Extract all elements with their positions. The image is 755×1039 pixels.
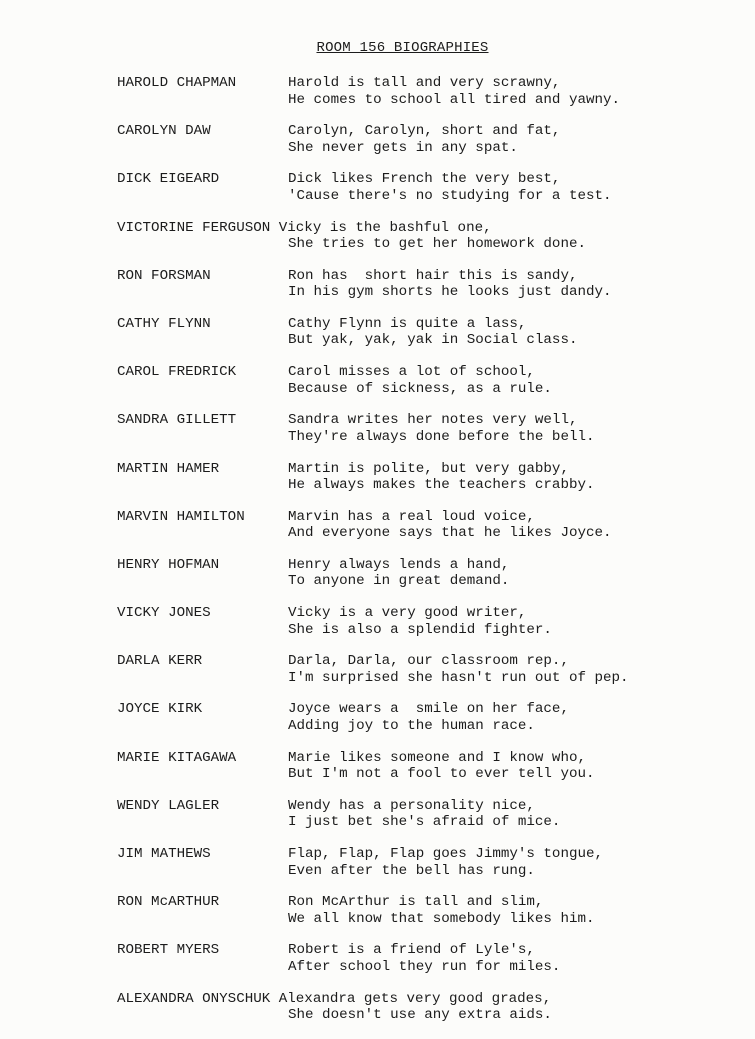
verse-line-1: Robert is a friend of Lyle's, <box>288 942 535 959</box>
verse-line-2: They're always done before the bell. <box>288 428 595 445</box>
biography-entry <box>117 653 737 701</box>
biography-entry <box>117 846 737 894</box>
student-name: WENDY LAGLER <box>117 797 220 814</box>
verse-line-1: Wendy has a personality nice, <box>288 797 535 814</box>
verse-line-1: Darla, Darla, our classroom rep., <box>288 653 569 670</box>
verse-line-1: Vicky is a very good writer, <box>288 605 527 622</box>
biography-entry <box>117 220 737 268</box>
verse-line-1: Carol misses a lot of school, <box>288 364 535 381</box>
student-name: HAROLD CHAPMAN <box>117 75 237 91</box>
biography-entry <box>117 364 737 412</box>
verse-line-2: Even after the bell has rung. <box>288 862 535 879</box>
student-name: DICK EIGEARD <box>117 171 220 188</box>
biography-entry <box>117 171 737 219</box>
student-name: CATHY FLYNN <box>117 315 211 332</box>
student-name: ROBERT MYERS <box>117 942 220 959</box>
biography-list <box>117 75 737 1039</box>
biography-entry <box>117 75 737 123</box>
verse-line-1: Harold is tall and very scrawny, <box>288 75 561 91</box>
student-name: VICKY JONES <box>117 605 211 622</box>
verse-line-2: She tries to get her homework done. <box>288 236 586 253</box>
verse-line-2: She doesn't use any extra aids. <box>288 1007 552 1024</box>
verse-line-2: After school they run for miles. <box>288 958 561 975</box>
verse-line-2: But I'm not a fool to ever tell you. <box>288 766 595 783</box>
student-name: MARVIN HAMILTON <box>117 508 245 525</box>
biography-entry <box>117 509 737 557</box>
verse-line-2: He comes to school all tired and yawny. <box>288 91 621 108</box>
biography-entry <box>117 798 737 846</box>
verse-line-1: Dick likes French the very best, <box>288 171 561 188</box>
verse-line-1: Alexandra gets very good grades, <box>278 990 552 1007</box>
biography-entry <box>117 123 737 171</box>
verse-line-2: To anyone in great demand. <box>288 573 510 590</box>
student-name: DARLA KERR <box>117 653 203 670</box>
biography-entry <box>117 991 737 1039</box>
verse-line-1: Sandra writes her notes very well, <box>288 412 578 429</box>
page-title: ROOM 156 BIOGRAPHIES <box>316 40 489 56</box>
verse-line-2: And everyone says that he likes Joyce. <box>288 525 612 542</box>
verse-line-2: We all know that somebody likes him. <box>288 910 595 927</box>
verse-line-1: Marie likes someone and I know who, <box>288 749 586 766</box>
verse-line-1: Cathy Flynn is quite a lass, <box>288 315 527 332</box>
verse-line-2: Because of sickness, as a rule. <box>288 380 552 397</box>
verse-line-2: I'm surprised she hasn't run out of pep. <box>288 669 629 686</box>
verse-line-2: Adding joy to the human race. <box>288 717 535 734</box>
student-name: VICTORINE FERGUSON <box>117 219 271 236</box>
verse-line-1: Ron McArthur is tall and slim, <box>288 894 544 911</box>
biography-entry <box>117 268 737 316</box>
verse-line-1: Martin is polite, but very gabby, <box>288 460 569 477</box>
verse-line-2: She is also a splendid fighter. <box>288 621 552 638</box>
student-name: MARTIN HAMER <box>117 460 220 477</box>
biography-entry <box>117 412 737 460</box>
verse-line-2: 'Cause there's no studying for a test. <box>288 187 612 204</box>
biography-entry <box>117 750 737 798</box>
biography-entry <box>117 605 737 653</box>
verse-line-2: I just bet she's afraid of mice. <box>288 814 561 831</box>
verse-line-2: But yak, yak, yak in Social class. <box>288 332 578 349</box>
student-name: JOYCE KIRK <box>117 701 203 718</box>
verse-line-1: Flap, Flap, Flap goes Jimmy's tongue, <box>288 846 604 862</box>
biography-entry <box>117 316 737 364</box>
verse-line-1: Vicky is the bashful one, <box>278 219 492 236</box>
student-name: CAROLYN DAW <box>117 123 211 140</box>
student-name: JIM MATHEWS <box>117 846 211 862</box>
student-name: HENRY HOFMAN <box>117 556 220 573</box>
verse-line-1: Henry always lends a hand, <box>288 556 510 573</box>
verse-line-1: Carolyn, Carolyn, short and fat, <box>288 123 561 140</box>
biography-entry <box>117 942 737 990</box>
verse-line-1: Ron has short hair this is sandy, <box>288 267 578 284</box>
student-name: MARIE KITAGAWA <box>117 749 237 766</box>
verse-line-2: In his gym shorts he looks just dandy. <box>288 284 612 301</box>
verse-line-1: Marvin has a real loud voice, <box>288 508 535 525</box>
student-name: SANDRA GILLETT <box>117 412 237 429</box>
student-name: ALEXANDRA ONYSCHUK <box>117 990 271 1007</box>
verse-line-2: She never gets in any spat. <box>288 139 518 156</box>
biography-entry <box>117 557 737 605</box>
student-name: RON McARTHUR <box>117 894 220 911</box>
biography-entry <box>117 701 737 749</box>
verse-line-1: Joyce wears a smile on her face, <box>288 701 569 718</box>
biography-entry <box>117 894 737 942</box>
verse-line-2: He always makes the teachers crabby. <box>288 477 595 493</box>
student-name: RON FORSMAN <box>117 267 211 284</box>
student-name: CAROL FREDRICK <box>117 364 237 381</box>
biography-entry <box>117 461 737 509</box>
